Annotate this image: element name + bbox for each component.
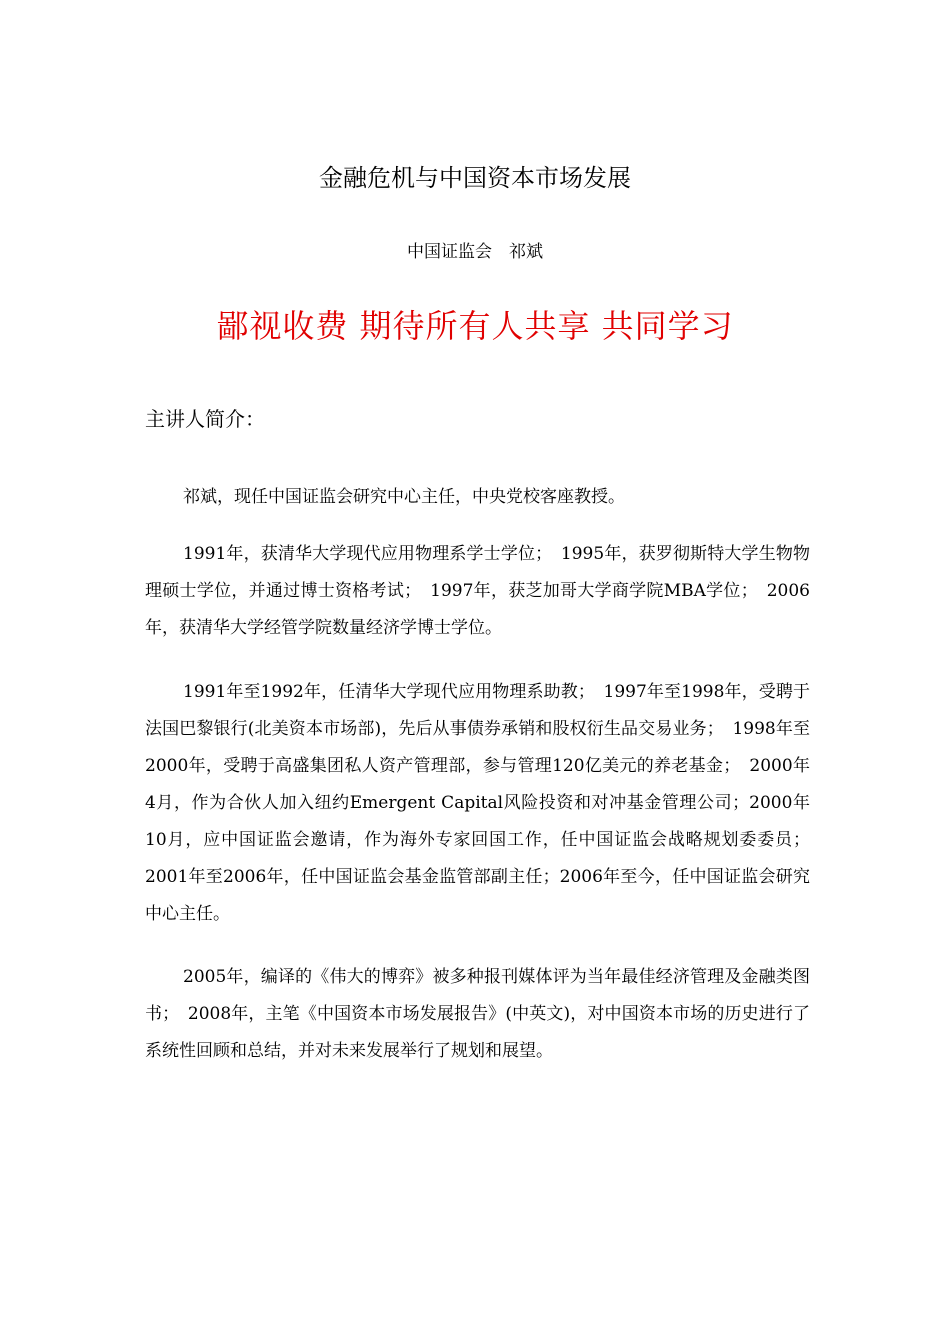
sharing-notice: 鄙视收费 期待所有人共享 共同学习 [216,307,734,345]
author-line: 中国证监会 祁斌 [407,242,543,262]
bio-paragraph-career: 1991年至1992年，任清华大学现代应用物理系助教； 1997年至1998年，受聘于法国巴黎银行(北美资本市场部)，先后从事债券承销和股权衍生品交易业务； 1998年至2000年，受聘于高盛集团私人资产管理部，参与管理120亿美元的养老基金； 2000年4月，作为合伙人加入纽约Emergent Capital风险投资和对冲基金管理公司；2000年10月，应中国证监会邀请，作为海外专家回国工作，任中国证监会战略规划委委员；2001年至2006年，任中国证监会基金监管部副主任；2006年至今，任中国证监会研究中心主任。 [145,682,810,924]
section-heading: 主讲人简介： [145,407,265,431]
bio-paragraph-publications: 2005年，编译的《伟大的博弈》被多种报刊媒体评为当年最佳经济管理及金融类图书； 2008年，主笔《中国资本市场发展报告》(中英文)，对中国资本市场的历史进行了系统性回顾和总结，并对未来发展举行了规划和展望。 [145,967,810,1061]
bio-paragraph-intro: 祁斌，现任中国证监会研究中心主任，中央党校客座教授。 [183,487,625,507]
bio-paragraph-education: 1991年，获清华大学现代应用物理系学士学位； 1995年，获罗彻斯特大学生物物理硕士学位，并通过博士资格考试； 1997年，获芝加哥大学商学院MBA学位； 2006年，获清华大学经管学院数量经济学博士学位。 [145,544,810,638]
document-title: 金融危机与中国资本市场发展 [319,164,631,192]
